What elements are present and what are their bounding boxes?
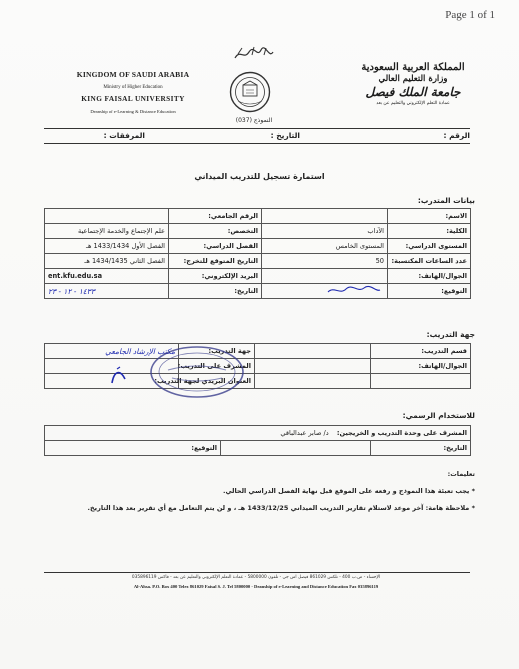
- deanship-line: Deanship of e-Learning & Distance Education: [90, 109, 176, 114]
- instructions-heading: تعليمات:: [447, 470, 475, 478]
- graduation-date-value: الفصل الثاني 1434/1435 هـ: [45, 254, 169, 269]
- table-row: [45, 426, 471, 441]
- student-id-value: [45, 209, 169, 224]
- student-id-label: الرقم الجامعي:: [169, 209, 262, 224]
- credit-hours-label: عدد الساعات المكتسبة:: [388, 254, 471, 269]
- footer-arabic: الإحساء - ص.ب 400 - تلكس 861029 فيصل اس جي - تلفون 5800000 - عمادة التعلم الإلكتروني والتعليم عن بعد - فاكس 035896119: [131, 575, 381, 580]
- entity-phone-label: الجوال/الهاتف:: [371, 359, 471, 374]
- major-value: علم الإجتماع والخدمة الإجتماعية: [45, 224, 169, 239]
- footer-english: Al-Ahsa. P.O. Box 400 Telex 861029 Faisal S. J. Tel 5800000 - Deanship of e-Learning and Distance Education Fax 035896119: [133, 584, 379, 589]
- ministry-line: Ministry of Higher Education: [103, 85, 163, 90]
- table-row: [45, 344, 471, 359]
- signature-label: التوقيع:: [388, 284, 471, 299]
- credit-hours-value: 50: [262, 254, 388, 269]
- supervisor-cell: [45, 426, 471, 441]
- ar-university-line: جامعة الملك فيصل: [365, 85, 461, 99]
- training-entity-label: جهة التدريب:: [179, 344, 255, 359]
- footer-rule: [44, 572, 470, 573]
- entity-phone-value: [255, 359, 371, 374]
- ar-deanship-line: عمادة التعلم الإلكتروني والتعليم عن بعد: [376, 101, 450, 106]
- official-stamp-icon: [148, 344, 246, 400]
- instructions-block: [45, 470, 475, 521]
- signature-value: [262, 284, 388, 299]
- table-row: [45, 441, 471, 456]
- english-letterhead: [58, 70, 208, 114]
- postal-address-label: العنوان البريدي لجهة التدريب:: [179, 374, 255, 389]
- instruction-item: * ملاحظة هامة: آخر موعد لاستلام تقارير التدريب الميداني 1433/12/25 هـ ، و لن يتم التعامل مع أي تقرير بعد هذا التاريخ.: [87, 504, 475, 512]
- ref-date-label: التاريخ :: [270, 131, 300, 140]
- college-label: الكلية:: [388, 224, 471, 239]
- table-row: [45, 239, 471, 254]
- trainee-date-label: التاريخ:: [169, 284, 262, 299]
- basmala-calligraphy-icon: [232, 46, 276, 62]
- handwritten-signature-icon: [324, 284, 384, 296]
- instruction-item: * يجب تعبئة هذا النموذج و رفعه على الموقع قبل نهاية الفصل الدراسي الحالي.: [222, 487, 475, 495]
- table-row: [45, 269, 471, 284]
- official-date-value: [221, 441, 371, 456]
- major-label: التخصص:: [169, 224, 262, 239]
- official-use-table: [44, 425, 471, 456]
- official-signature-label: التوقيع:: [45, 441, 221, 456]
- semester-label: الفصل الدراسي:: [169, 239, 262, 254]
- training-dept-label: قسم التدريب:: [371, 344, 471, 359]
- reference-line: [44, 131, 470, 142]
- semester-value: الفصل الأول 1433/1434 هـ: [45, 239, 169, 254]
- name-value: [262, 209, 388, 224]
- unit-supervisor-value: د/ صابر عبدالباقي: [280, 429, 329, 437]
- official-use-heading: للاستخدام الرسمي:: [402, 411, 475, 420]
- form-title: استمارة تسجيل للتدريب الميداني: [194, 172, 325, 181]
- table-row: [45, 254, 471, 269]
- trainee-section-heading: بيانات المتدرب:: [417, 196, 475, 205]
- header-rule-bottom: [44, 143, 470, 144]
- training-entity-heading: جهة التدريب:: [426, 330, 475, 339]
- graduation-date-label: التاريخ المتوقع للتخرج:: [169, 254, 262, 269]
- kingdom-line: KINGDOM OF SAUDI ARABIA: [76, 70, 190, 79]
- header-rule-top: [44, 128, 470, 129]
- unit-supervisor-label: المشرف على وحدة التدريب و الخريجين:: [336, 429, 468, 437]
- ar-kingdom-line: المملكة العربية السعودية: [361, 62, 465, 73]
- table-row: [45, 224, 471, 239]
- training-supervisor-label: المشرف على التدريب:: [179, 359, 255, 374]
- college-value: الآداب: [262, 224, 388, 239]
- trainee-date-value: ١٤٣٣ - ١٢ - ٢٣: [45, 284, 169, 299]
- arabic-letterhead: [343, 62, 483, 106]
- entity-extra-value: [371, 374, 471, 389]
- university-line: KING FAISAL UNIVERSITY: [81, 94, 185, 103]
- entity-extra-label: [255, 374, 371, 389]
- ref-attachments-label: المرفقات :: [103, 131, 145, 140]
- level-value: المستوى الخامس: [262, 239, 388, 254]
- official-date-label: التاريخ:: [371, 441, 471, 456]
- form-number: النموذج (037): [235, 117, 273, 124]
- level-label: المستوى الدراسي:: [388, 239, 471, 254]
- phone-label: الجوال/الهاتف:: [388, 269, 471, 284]
- ref-number-label: الرقم :: [443, 131, 470, 140]
- training-dept-value: [255, 344, 371, 359]
- table-row: [45, 209, 471, 224]
- phone-value: [262, 269, 388, 284]
- page-number: Page 1 of 1: [445, 9, 495, 21]
- ar-ministry-line: وزارة التعليم العالي: [378, 74, 448, 84]
- handwritten-mark-icon: [108, 365, 130, 387]
- email-value: ent.kfu.edu.sa: [45, 269, 169, 284]
- university-emblem-icon: [229, 71, 271, 113]
- email-label: البريد الإلكتروني:: [169, 269, 262, 284]
- table-row: [45, 284, 471, 299]
- name-label: الاسم:: [388, 209, 471, 224]
- trainee-table: [44, 208, 471, 299]
- training-entity-value: مكتب الإرشاد الجامعي: [45, 344, 179, 359]
